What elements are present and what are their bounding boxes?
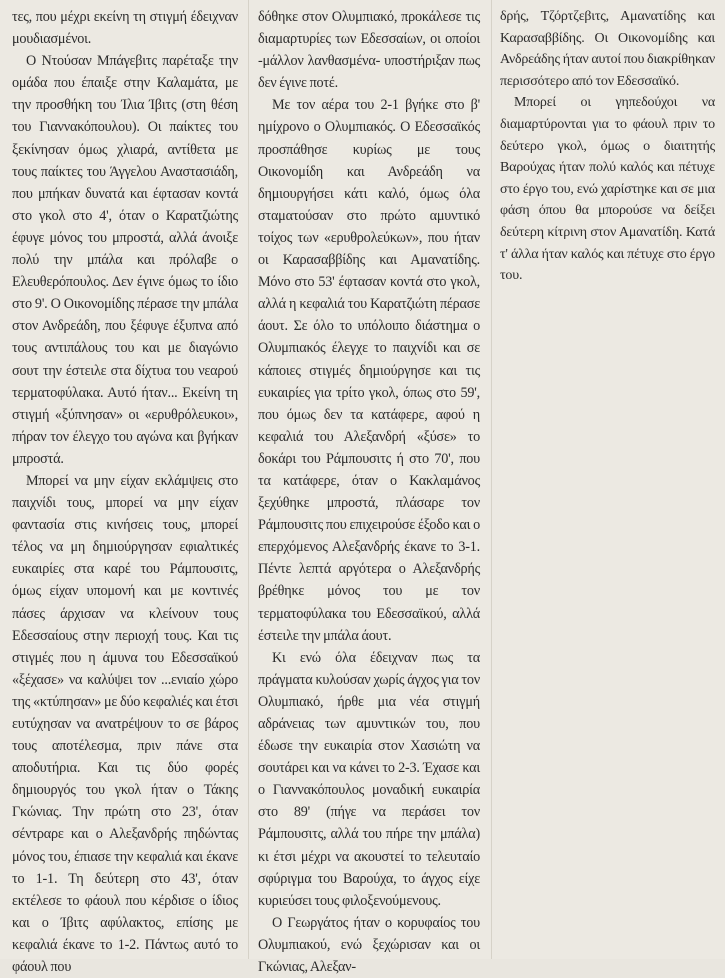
paragraph: Μπορεί οι γηπεδούχοι να διαμαρτύρονται για το φάουλ πριν το δεύτερο γκολ, όμως ο διαιτητής Βαρούχας ήταν πολύ καλός και πέτυχε στο έργο του, ενώ χαρίστηκε και σε μια φάση όπου θα μπορούσε να δείξει δεύτερη κίτρινη στον Αμανατίδη. Κατά τ' άλλα ήταν καλός και πέτυχε στο έργο του.: [500, 95, 715, 284]
paragraph: δρής, Τζόρτζεβιτς, Αμανατίδης και Καρασαββίδης. Οι Οικονομίδης και Ανδρεάδης ήταν αυτοί που διακρίθηκαν περισσότερο από τον Εδεσσαϊκό.: [500, 9, 715, 89]
article-column-3: [500, 6, 715, 306]
article-column-2: [258, 6, 480, 976]
paragraph: Μπορεί να μην είχαν εκλάμψεις στο παιχνίδι τους, μπορεί να μην είχαν φαντασία στις κινήσεις τους, μπορεί τέλος να μη δημιούργησαν εφιαλτικές ευκαιρίες στα καρέ του Ράμπουσιτς, όμως είχαν υπομονή και με κοντινές πάσες άρχισαν να κλείνουν τους Εδεσσαίους στην περιοχή τους. Και τις στιγμές που η άμυνα του Εδεσσαϊκού «ξέχασε» να καλύψει τον ...ενιαίο χώρο της «κτύπησαν» με δύο κεφαλιές και έτσι ευτύχησαν να ανατρέψουν το σε βάρος τους αποτέλεσμα, πριν πάνε στα αποδυτήρια. Και τις δύο φορές δημιουργός του γκολ ήταν ο Τάκης Γκώνιας. Την πρώτη στο 23', όταν σέντραρε και ο Αλεξανδρής πηδώντας μόνος του, έπιασε την κεφαλιά και έκανε το 1-1. Τη δεύτερη στο 43', όταν εκτέλεσε το φάουλ που κέρδισε ο ίδιος και ο Ίβιτς αφύλακτος, επίσης με κεφαλιά έκανε το 1-2. Πάντως αυτό το φάουλ που: [12, 472, 238, 976]
paragraph: Ο Ντούσαν Μπάγεβιτς παρέταξε την ομάδα που έπαιξε στην Καλαμάτα, με την προσθήκη του Ίλια Ίβιτς (στη θέση του Γιαννακόπουλου). Οι παίκτες του ξεκίνησαν όμως χλιαρά, αντίθετα με τους παίκτες του Άγγελου Αναστασιάδη, που μπήκαν δυνατά και έφτασαν κοντά στο γκολ στο 4', όταν ο Καρατζιώτης έφυγε μόνος του μπροστά, αλλά άνοιξε πολύ την μπάλα και πρόλαβε ο Ελευθερόπουλος. Δεν έγινε όμως το ίδιο στο 9'. Ο Οικονομίδης πέρασε την μπάλα στον Ανδρεάδη, που ξέφυγε έξυπνα από τους αντιπάλους του και με διαγώνιο σουτ την έστειλε στα δίχτυα του νεαρού τερματοφύλακα. Αυτό ήταν... Εκείνη τη στιγμή «ξύπνησαν» οι «ερυθρόλευκοι», πήραν τον έλεγχο του αγώνα και βγήκαν μπροστά.: [12, 53, 238, 467]
column-divider: [491, 0, 492, 959]
paragraph: Ο Γεωργάτος ήταν ο κορυφαίος του Ολυμπιακού, ενώ ξεχώρισαν και οι Γκώνιας, Αλεξαν-: [258, 914, 480, 976]
article-column-1: [12, 6, 238, 976]
paragraph: Κι ενώ όλα έδειχναν πως τα πράγματα κυλούσαν χωρίς άγχος για τον Ολυμπιακό, ήρθε μια νέα στιγμή αδράνειας των αμυντικών του, που έδωσε την ευκαιρία στον Χασιώτη να σουτάρει και να κάνει το 2-3. Έχασε και ο Γιαννακόπουλος μοναδική ευκαιρία στο 89' (πήγε να περάσει τον Ράμπουσιτς, αλλά του πήρε την μπάλα) κι έτσι μέχρι να ακουστεί το τελευταίο σφύριγμα του Βαρούχα, το άγχος είχε κυριεύσει τους φιλοξενούμενους.: [258, 649, 480, 909]
paragraph: Με τον αέρα του 2-1 βγήκε στο β' ημίχρονο ο Ολυμπιακός. Ο Εδεσσαϊκός προσπάθησε κυρίως με τους Οικονομίδη και Ανδρεάδη να δημιουργήσει κάτι καλό, όμως όλα σταματούσαν στο πρώτο αμυντικό τοίχος των «ερυθρολεύκων», που ήταν οι Καρασαββίδης και Αμανατίδης. Μόνο στο 53' έφτασαν κοντά στο γκολ, αλλά η κεφαλιά του Καρατζιώτη πέρασε άουτ. Σε όλο το υπόλοιπο διάστημα ο Ολυμπιακός έλεγχε το παιχνίδι και σε κάποιες στιγμές δημιούργησε και τις ευκαιρίες για τρίτο γκολ, όπως στο 59', που όμως δεν τα κατάφερε, αφού η κεφαλιά του Αλεξανδρή «ξύσε» το δοκάρι του Ράμπουσιτς ή στο 70', που τα κατάφερε, όταν ο Κακλαμάνος ξεχύθηκε μπροστά, πλάσαρε τον Ράμπουσιτς που επιχειρούσε έξοδο και ο επερχόμενος Αλεξανδρής έκανε το 3-1. Πέντε λεπτά αργότερα ο Αλεξανδρής βρέθηκε μόνος του με τον τερματοφύλακα του Εδεσσαϊκού, αλλά έστειλε την μπάλα άουτ.: [258, 97, 480, 644]
paragraph: τες, που μέχρι εκείνη τη στιγμή έδειχναν μουδιασμένοι.: [12, 9, 238, 48]
column-divider: [248, 0, 249, 959]
paragraph: δόθηκε στον Ολυμπιακό, προκάλεσε τις διαμαρτυρίες των Εδεσσαίων, οι οποίοι -μάλλον λανθασμένα- υποστήριξαν πως δεν έγινε ποτέ.: [258, 9, 480, 92]
